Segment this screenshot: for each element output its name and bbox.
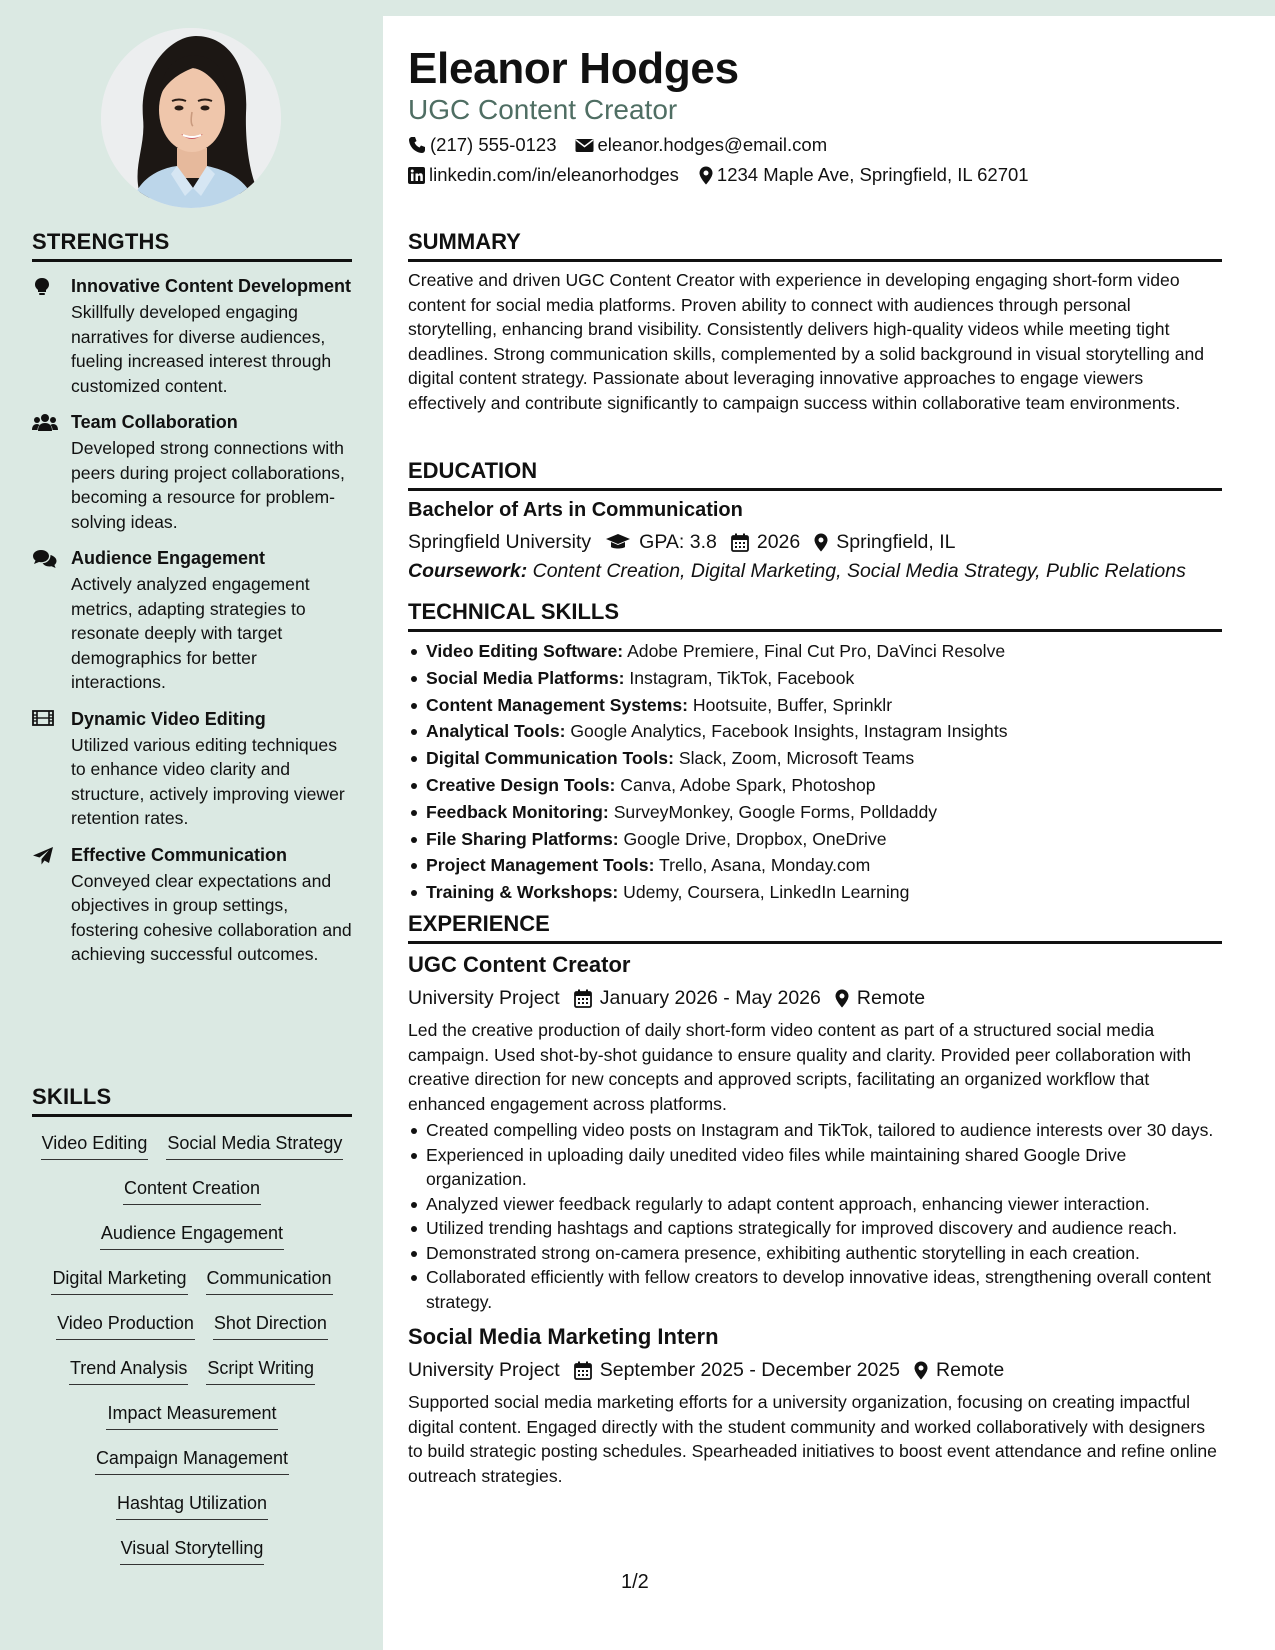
location-text: Springfield, IL: [836, 530, 956, 553]
job-location: [914, 1359, 1004, 1382]
strength-desc: Skillfully developed engaging narratives for diverse audiences, fueling increased interest through customized content.: [71, 302, 332, 396]
skill-value: SurveyMonkey, Google Forms, Polldaddy: [613, 801, 938, 822]
location-item: [814, 531, 955, 554]
technical-skills-section: [408, 599, 1222, 906]
skill-label: Training & Workshops:: [426, 882, 619, 903]
skill-row: [32, 1446, 352, 1491]
skills-heading: SKILLS: [32, 1084, 352, 1117]
skill-value: Instagram, TikTok, Facebook: [629, 667, 855, 688]
calendar-icon: [574, 1361, 592, 1380]
skill-tag: Communication: [206, 1266, 333, 1295]
graduation-cap-icon: [605, 533, 631, 551]
job-dates: [574, 987, 821, 1010]
job-dates: [574, 1359, 900, 1382]
strengths-heading: STRENGTHS: [32, 229, 352, 262]
skill-tag: Campaign Management: [95, 1446, 289, 1475]
phone-contact: [408, 134, 557, 156]
strength-item: [32, 845, 352, 967]
job-org: University Project: [408, 986, 560, 1009]
skill-row: [32, 1536, 352, 1581]
year-item: [731, 531, 800, 554]
comments-icon: [32, 549, 56, 569]
strength-desc: Developed strong connections with peers during project collaborations, becoming a resource for problem-solving ideas.: [71, 438, 345, 532]
list-item: Collaborated efficiently with fellow creators to develop innovative ideas, strengthening overall content strategy.: [408, 1265, 1222, 1314]
strength-item: [32, 412, 352, 534]
skill-label: Creative Design Tools:: [426, 774, 616, 795]
strength-title: Audience Engagement: [71, 548, 266, 568]
skill-tag: Trend Analysis: [69, 1356, 188, 1385]
person-title: UGC Content Creator: [408, 94, 678, 125]
linkedin-icon: [408, 167, 425, 184]
list-item: Demonstrated strong on-camera presence, exhibiting authentic storytelling in each creation.: [408, 1241, 1222, 1266]
coursework-line: [408, 560, 1222, 583]
envelope-icon: [575, 138, 594, 153]
skill-row: [32, 1131, 352, 1176]
page-number: 1/2: [621, 1571, 649, 1593]
skill-tag: Audience Engagement: [100, 1221, 284, 1250]
skill-row: [32, 1266, 352, 1311]
list-item: Analyzed viewer feedback regularly to adapt content approach, enhancing viewer interaction.: [408, 1192, 1222, 1217]
summary-text: Creative and driven UGC Content Creator with experience in developing engaging short-form video content for social media platforms. Proven ability to connect with audiences through personal storytelling, enhancing brand visibility. Consistently delivers high-quality videos while meeting tight deadlines. Strong communication skills, complemented by a solid background in visual storytelling and digital content strategy. Passionate about leveraging innovative approaches to engage viewers effectively and contribute significantly to campaign success within collaborative team environments.: [408, 270, 1205, 413]
skill-tag: Content Creation: [123, 1176, 261, 1205]
sidebar: [0, 0, 383, 1650]
skill-tag: Visual Storytelling: [120, 1536, 265, 1565]
school-name: Springfield University: [408, 530, 592, 553]
list-item: [408, 772, 1222, 799]
degree-title: Bachelor of Arts in Communication: [408, 499, 743, 521]
list-item: [408, 718, 1222, 745]
avatar: [101, 28, 281, 208]
location-text: Remote: [935, 1358, 1005, 1381]
skill-value: Google Drive, Dropbox, OneDrive: [623, 828, 887, 849]
phone-icon: [408, 136, 426, 154]
list-item: [408, 852, 1222, 879]
skill-label: Project Management Tools:: [426, 855, 655, 876]
job-org: University Project: [408, 1358, 560, 1381]
skill-tag: Digital Marketing: [51, 1266, 187, 1295]
education-heading: EDUCATION: [408, 458, 1222, 491]
skill-value: Slack, Zoom, Microsoft Teams: [678, 748, 915, 769]
list-item: [408, 879, 1222, 906]
strength-item: [32, 548, 352, 695]
technical-skills-list: [408, 638, 1222, 906]
list-item: [408, 799, 1222, 826]
list-item: [408, 665, 1222, 692]
list-item: [408, 638, 1222, 665]
map-pin-icon: [835, 989, 849, 1008]
job-description: Led the creative production of daily short-form video content as part of a structured social media campaign. Used shot-by-shot guidance to ensure quality and clarity. Provided peer collaboration with creative direction for new concepts and approved scripts, facilitating an organized workflow that enhanced engagement across platforms.: [408, 1020, 1192, 1114]
gpa-item: [605, 531, 717, 554]
strength-title: Innovative Content Development: [71, 276, 352, 296]
coursework-label: Coursework:: [408, 560, 528, 582]
skill-value: Trello, Asana, Monday.com: [659, 855, 871, 876]
skill-tag: Shot Direction: [213, 1311, 328, 1340]
skill-value: Google Analytics, Facebook Insights, Instagram Insights: [570, 721, 1008, 742]
skills-section: [32, 1084, 352, 1581]
main-content: [383, 16, 1275, 1650]
address-text: 1234 Maple Ave, Springfield, IL 62701: [716, 164, 1029, 185]
skill-value: Hootsuite, Buffer, Sprinklr: [692, 694, 893, 715]
summary-heading: SUMMARY: [408, 229, 1222, 262]
person-name: Eleanor Hodges: [408, 44, 739, 93]
skill-tag: Social Media Strategy: [166, 1131, 343, 1160]
year-text: 2026: [756, 530, 801, 553]
list-item: [408, 826, 1222, 853]
skill-row: [32, 1356, 352, 1401]
list-item: Experienced in uploading daily unedited video files while maintaining shared Google Drive organization.: [408, 1143, 1222, 1192]
strengths-section: [32, 229, 352, 967]
strength-item: [32, 709, 352, 831]
list-item: Utilized trending hashtags and captions strategically for improved discovery and audience reach.: [408, 1216, 1222, 1241]
contact-line-1: [408, 134, 845, 156]
film-icon: [32, 710, 56, 730]
experience-heading: EXPERIENCE: [408, 911, 1222, 944]
phone-text: (217) 555-0123: [430, 134, 557, 155]
skill-label: Social Media Platforms:: [426, 667, 625, 688]
linkedin-contact[interactable]: [408, 164, 679, 186]
education-meta: [408, 528, 1222, 556]
skill-value: Udemy, Coursera, LinkedIn Learning: [623, 882, 910, 903]
skill-label: Video Editing Software:: [426, 641, 624, 661]
job-bullets: [408, 1118, 1222, 1314]
skill-row: [32, 1401, 352, 1446]
location-text: Remote: [856, 986, 926, 1009]
strength-item: [32, 276, 352, 398]
job-location: [835, 987, 925, 1010]
summary-section: [408, 229, 1222, 415]
coursework-text: Content Creation, Digital Marketing, Social Media Strategy, Public Relations: [532, 560, 1186, 582]
calendar-icon: [574, 989, 592, 1008]
strength-title: Team Collaboration: [71, 412, 238, 432]
skill-tag: Video Production: [56, 1311, 195, 1340]
strength-desc: Conveyed clear expectations and objectives in group settings, fostering cohesive collaboration and achieving successful outcomes.: [71, 870, 352, 964]
calendar-icon: [731, 533, 749, 552]
experience-section: [408, 911, 1222, 1488]
skill-row: [32, 1491, 352, 1536]
skill-tag: Hashtag Utilization: [116, 1491, 268, 1520]
skill-label: File Sharing Platforms:: [426, 828, 619, 849]
skill-label: Content Management Systems:: [426, 694, 688, 715]
strength-title: Dynamic Video Editing: [71, 708, 266, 729]
users-icon: [32, 413, 56, 433]
job-title: Social Media Marketing Intern: [408, 1324, 719, 1349]
skill-tag: Video Editing: [41, 1131, 149, 1160]
skill-tag: Impact Measurement: [106, 1401, 277, 1430]
skill-label: Analytical Tools:: [426, 721, 566, 742]
list-item: Created compelling video posts on Instagram and TikTok, tailored to audience interests over 30 days.: [408, 1118, 1222, 1143]
job-title: UGC Content Creator: [408, 952, 631, 977]
strength-desc: Utilized various editing techniques to enhance video clarity and structure, actively improving viewer retention rates.: [71, 734, 345, 828]
email-contact[interactable]: [575, 134, 828, 156]
linkedin-text[interactable]: linkedin.com/in/eleanorhodges: [429, 164, 679, 185]
skill-row: [32, 1176, 352, 1221]
address-contact: [699, 164, 1029, 186]
technical-skills-heading: TECHNICAL SKILLS: [408, 599, 1222, 632]
job-meta: [408, 984, 1222, 1012]
strength-title: Effective Communication: [71, 844, 288, 865]
skill-value: Adobe Premiere, Final Cut Pro, DaVinci Resolve: [627, 641, 1006, 661]
paper-plane-icon: [32, 846, 56, 866]
contact-line-2: [408, 164, 1047, 186]
map-pin-icon: [699, 166, 713, 185]
skill-row: [32, 1311, 352, 1356]
strength-desc: Actively analyzed engagement metrics, adapting strategies to resonate deeply with target demographics for better interactions.: [71, 574, 310, 692]
dates-text: September 2025 - December 2025: [599, 1358, 900, 1381]
skills-tags: [32, 1131, 352, 1581]
skill-tag: Script Writing: [206, 1356, 315, 1385]
dates-text: January 2026 - May 2026: [599, 986, 821, 1009]
list-item: [408, 745, 1222, 772]
education-section: [408, 458, 1222, 583]
skill-value: Canva, Adobe Spark, Photoshop: [620, 774, 876, 795]
email-text[interactable]: eleanor.hodges@email.com: [597, 134, 828, 155]
lightbulb-icon: [32, 277, 56, 297]
gpa-text: GPA: 3.8: [639, 530, 717, 553]
job-meta: [408, 1356, 1222, 1384]
skill-label: Digital Communication Tools:: [426, 748, 674, 769]
list-item: [408, 692, 1222, 719]
map-pin-icon: [814, 533, 828, 552]
map-pin-icon: [914, 1361, 928, 1380]
skill-row: [32, 1221, 352, 1266]
skill-label: Feedback Monitoring:: [426, 801, 609, 822]
job-description: Supported social media marketing efforts for a university organization, focusing on creating impactful digital content. Engaged directly with the student community and worked collaboratively with designers to build strategic posting schedules. Spearheaded initiatives to boost event attendance and refine online outreach strategies.: [408, 1392, 1217, 1486]
